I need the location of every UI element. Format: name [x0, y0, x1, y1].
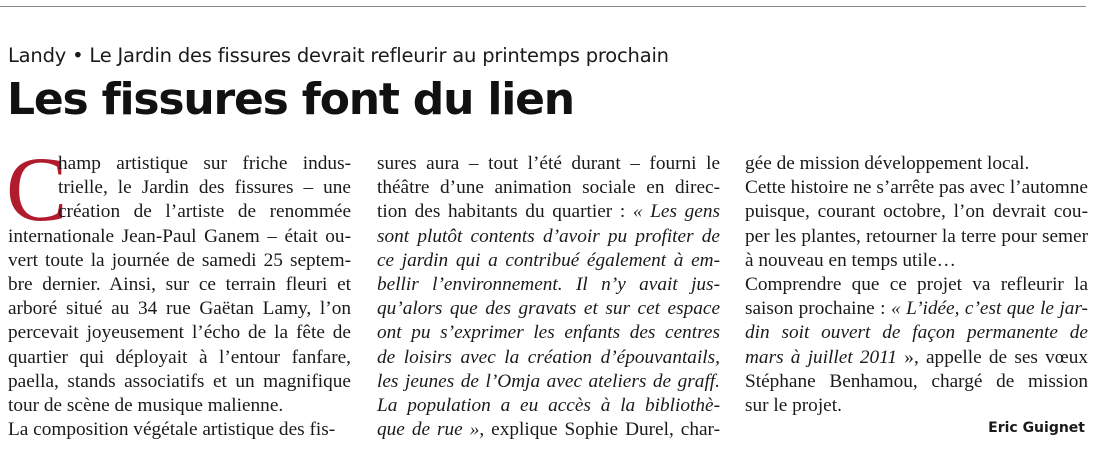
article-line: création de l’artiste de renommée — [58, 201, 351, 223]
article-line: Comprendre que ce projet va refleurir la — [745, 273, 1088, 295]
article-line: théâtre d’une animation sociale en direc- — [377, 177, 720, 199]
article-line: La composition végétale artistique des fis- — [8, 419, 336, 441]
article-column-1 — [8, 152, 351, 442]
article-kicker: Landy • Le Jardin des fissures devrait refleurir au printemps prochain — [8, 44, 669, 67]
article-line: quartier qui déployait à l’entour fanfare, — [8, 346, 351, 368]
article-line: per les plantes, retourner la terre pour semer — [745, 225, 1088, 247]
article-line: bre dernier. Ainsi, sur ce terrain fleuri et — [8, 273, 351, 295]
article-headline: Les fissures font du lien — [7, 74, 574, 125]
article-line: tour de scène de musique malienne. — [8, 394, 284, 416]
article-line: sont plutôt contents d’avoir pu profiter de — [377, 225, 720, 247]
article-line: sur le projet. — [745, 394, 842, 416]
article-line: vert toute la journée de samedi 25 septem- — [8, 249, 351, 271]
article-line: percevait joyeusement l’écho de la fête de — [8, 322, 351, 344]
article-line: puisque, courant octobre, l’on devrait cou- — [745, 201, 1088, 223]
article-line: Stéphane Benhamou, chargé de mission — [745, 370, 1088, 392]
article-line: saison prochaine : « L’idée, c’est que le jar- — [745, 298, 1088, 320]
article-line: La population a eu accès à la bibliothè- — [377, 394, 720, 416]
article-line: din soit ouvert de façon permanente de — [745, 322, 1088, 344]
article-line: trielle, le Jardin des fissures – une — [58, 177, 351, 199]
article-column-2 — [377, 152, 720, 442]
article-line: tion des habitants du quartier : « Les gens — [377, 201, 720, 223]
article-line: arboré situé au 34 rue Gaëtan Lamy, l’on — [8, 298, 351, 320]
article-line: qu’alors que des gravats et sur cet espace — [377, 298, 720, 320]
article-line: que de rue », explique Sophie Durel, char- — [377, 419, 720, 441]
article-line: les jeunes de l’Omja avec ateliers de graff. — [377, 370, 720, 392]
article-line: mars à juillet 2011 », appelle de ses vœux — [745, 346, 1089, 368]
article-line: de loisirs avec la création d’épouvantails, — [377, 346, 720, 368]
article-line: ont pu s’exprimer les enfants des centres — [377, 322, 720, 344]
article-line: bellir l’environnement. Il n’y avait jus- — [377, 273, 720, 295]
article-line: paella, stands associatifs et un magnifique — [8, 370, 351, 392]
drop-cap: C — [6, 138, 68, 240]
top-rule — [0, 6, 1086, 7]
article-line: à nouveau en temps utile… — [745, 249, 956, 271]
article-line: internationale Jean-Paul Ganem – était ou- — [8, 225, 351, 247]
article-line: hamp artistique sur friche indus- — [58, 153, 351, 174]
article-line: Cette histoire ne s’arrête pas avec l’automne — [745, 177, 1088, 199]
article-line: sures aura – tout l’été durant – fourni le — [377, 153, 720, 174]
article-line: gée de mission développement local. — [745, 153, 1030, 174]
article-line: ce jardin qui a contribué également à em- — [377, 249, 720, 271]
article-column-3 — [745, 152, 1088, 418]
article-byline: Eric Guignet — [988, 420, 1085, 436]
